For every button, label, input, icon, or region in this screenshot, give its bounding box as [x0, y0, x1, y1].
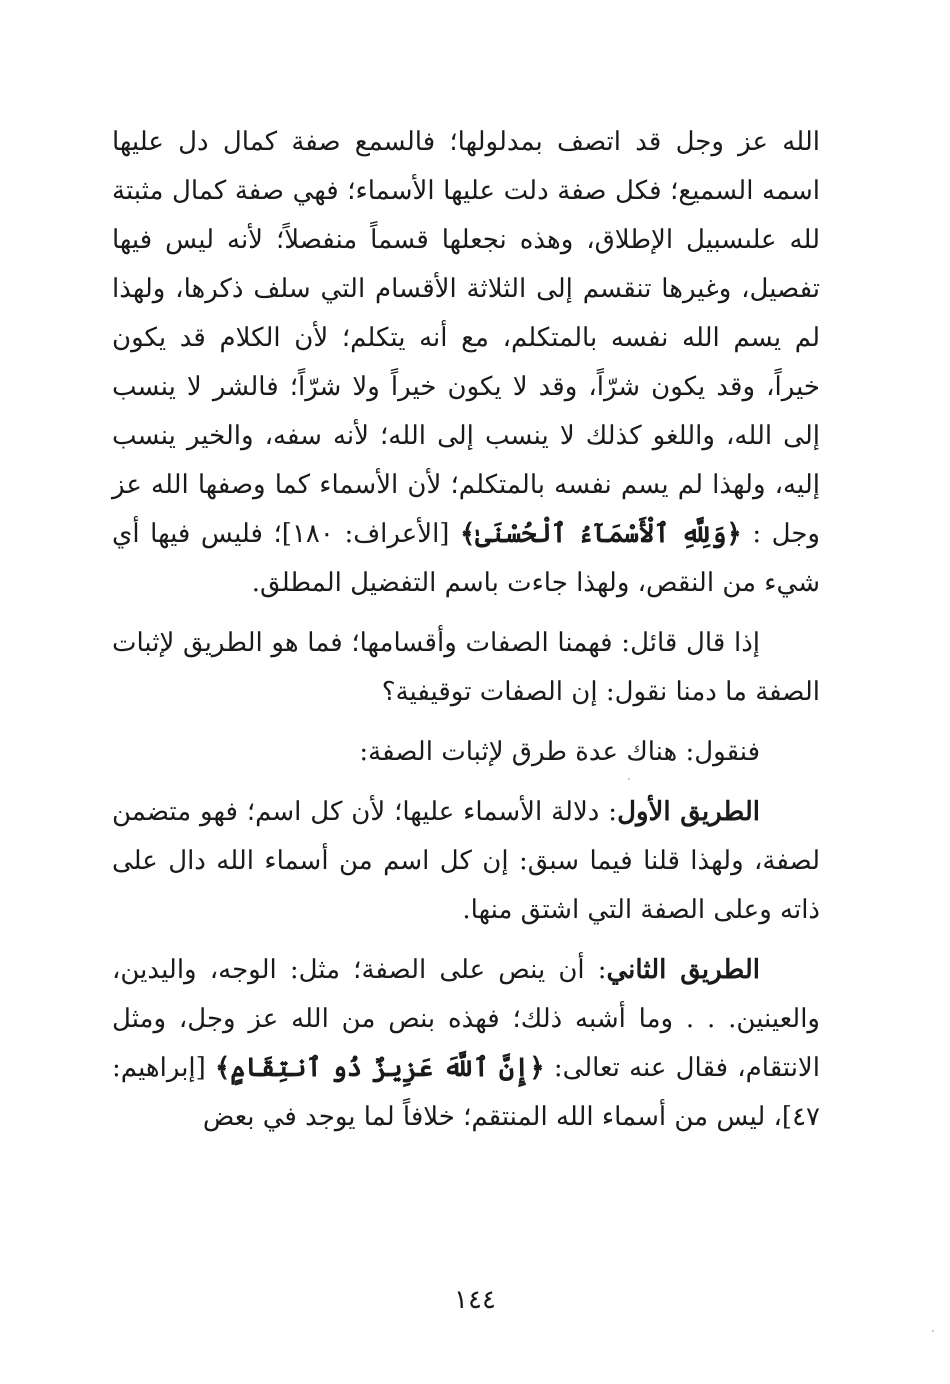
- quran-verse: ﴿إِنَّ ٱللَّهَ عَزِيزٌ ذُو ٱنتِقَامٍ﴾: [215, 1053, 545, 1083]
- paragraph-text: : أن ينص على الصفة؛ مثل: الوجه، واليدين، والعينين. . . وما أشبه ذلك؛ فهذه بنص من الله عز وجل، ومثل الانتقام، فقال عنه تعالى:: [112, 955, 820, 1083]
- paragraph-first-method: [112, 788, 820, 935]
- paragraph-text: : دلالة الأسماء عليها؛ لأن كل اسم؛ فهو متضمن لصفة، ولهذا قلنا فيما سبق: إن كل اسم من أسماء الله دال على ذاته وعلى الصفة التي اشتق منها.: [112, 797, 820, 925]
- paragraph-attributes-of-names: [112, 118, 820, 608]
- page-number: ١٤٤: [454, 1285, 496, 1315]
- method-heading: الطريق الثاني: [606, 955, 760, 985]
- method-heading: الطريق الأول: [617, 797, 761, 827]
- paragraph-text: إذا قال قائل: فهمنا الصفات وأقسامها؛ فما هو الطريق لإثبات الصفة ما دمنا نقول: إن الصفات توقيفية؟: [112, 628, 820, 707]
- paragraph-answer-intro: [112, 728, 820, 777]
- paragraph-second-method: [112, 946, 820, 1142]
- page-body: [112, 118, 820, 1142]
- scan-speck: [628, 778, 630, 780]
- paragraph-question: [112, 619, 820, 717]
- quran-verse: ﴿وَلِلَّهِ ٱلْأَسْمَآءُ ٱلْحُسْنَىٰ﴾: [460, 519, 742, 549]
- paragraph-text: فنقول: هناك عدة طرق لإثبات الصفة:: [359, 737, 760, 767]
- scan-speck: [932, 1330, 934, 1332]
- paragraph-text: الله عز وجل قد اتصف بمدلولها؛ فالسمع صفة كمال دل عليها اسمه السميع؛ فكل صفة دلت عليها الأسماء؛ فهي صفة كمال مثبتة لله علىسبيل الإطلاق، وهذه نجعلها قسماً منفصلاً؛ لأنه ليس فيها تفصيل، وغيرها تنقسم إلى الثلاثة الأقسام التي سلف ذكرها، ولهذا لم يسم الله نفسه بالمتكلم، مع أنه يتكلم؛ لأن الكلام قد يكون خيراً، وقد يكون شرّاً، وقد لا يكون خيراً ولا شرّاً؛ فالشر لا ينسب إلى الله، واللغو كذلك لا ينسب إلى الله؛ لأنه سفه، والخير ينسب إليه، ولهذا لم يسم نفسه بالمتكلم؛ لأن الأسماء كما وصفها الله عز وجل :: [112, 127, 820, 549]
- verse-reference-text: [إبراهيم: ٤٧]، ليس من أسماء الله المنتقم؛ خلافاً لما يوجد في بعض: [112, 1053, 820, 1132]
- verse-reference-text: [الأعراف: ١٨٠]؛ فليس فيها أي شيء من النقص، ولهذا جاءت باسم التفضيل المطلق.: [112, 519, 820, 598]
